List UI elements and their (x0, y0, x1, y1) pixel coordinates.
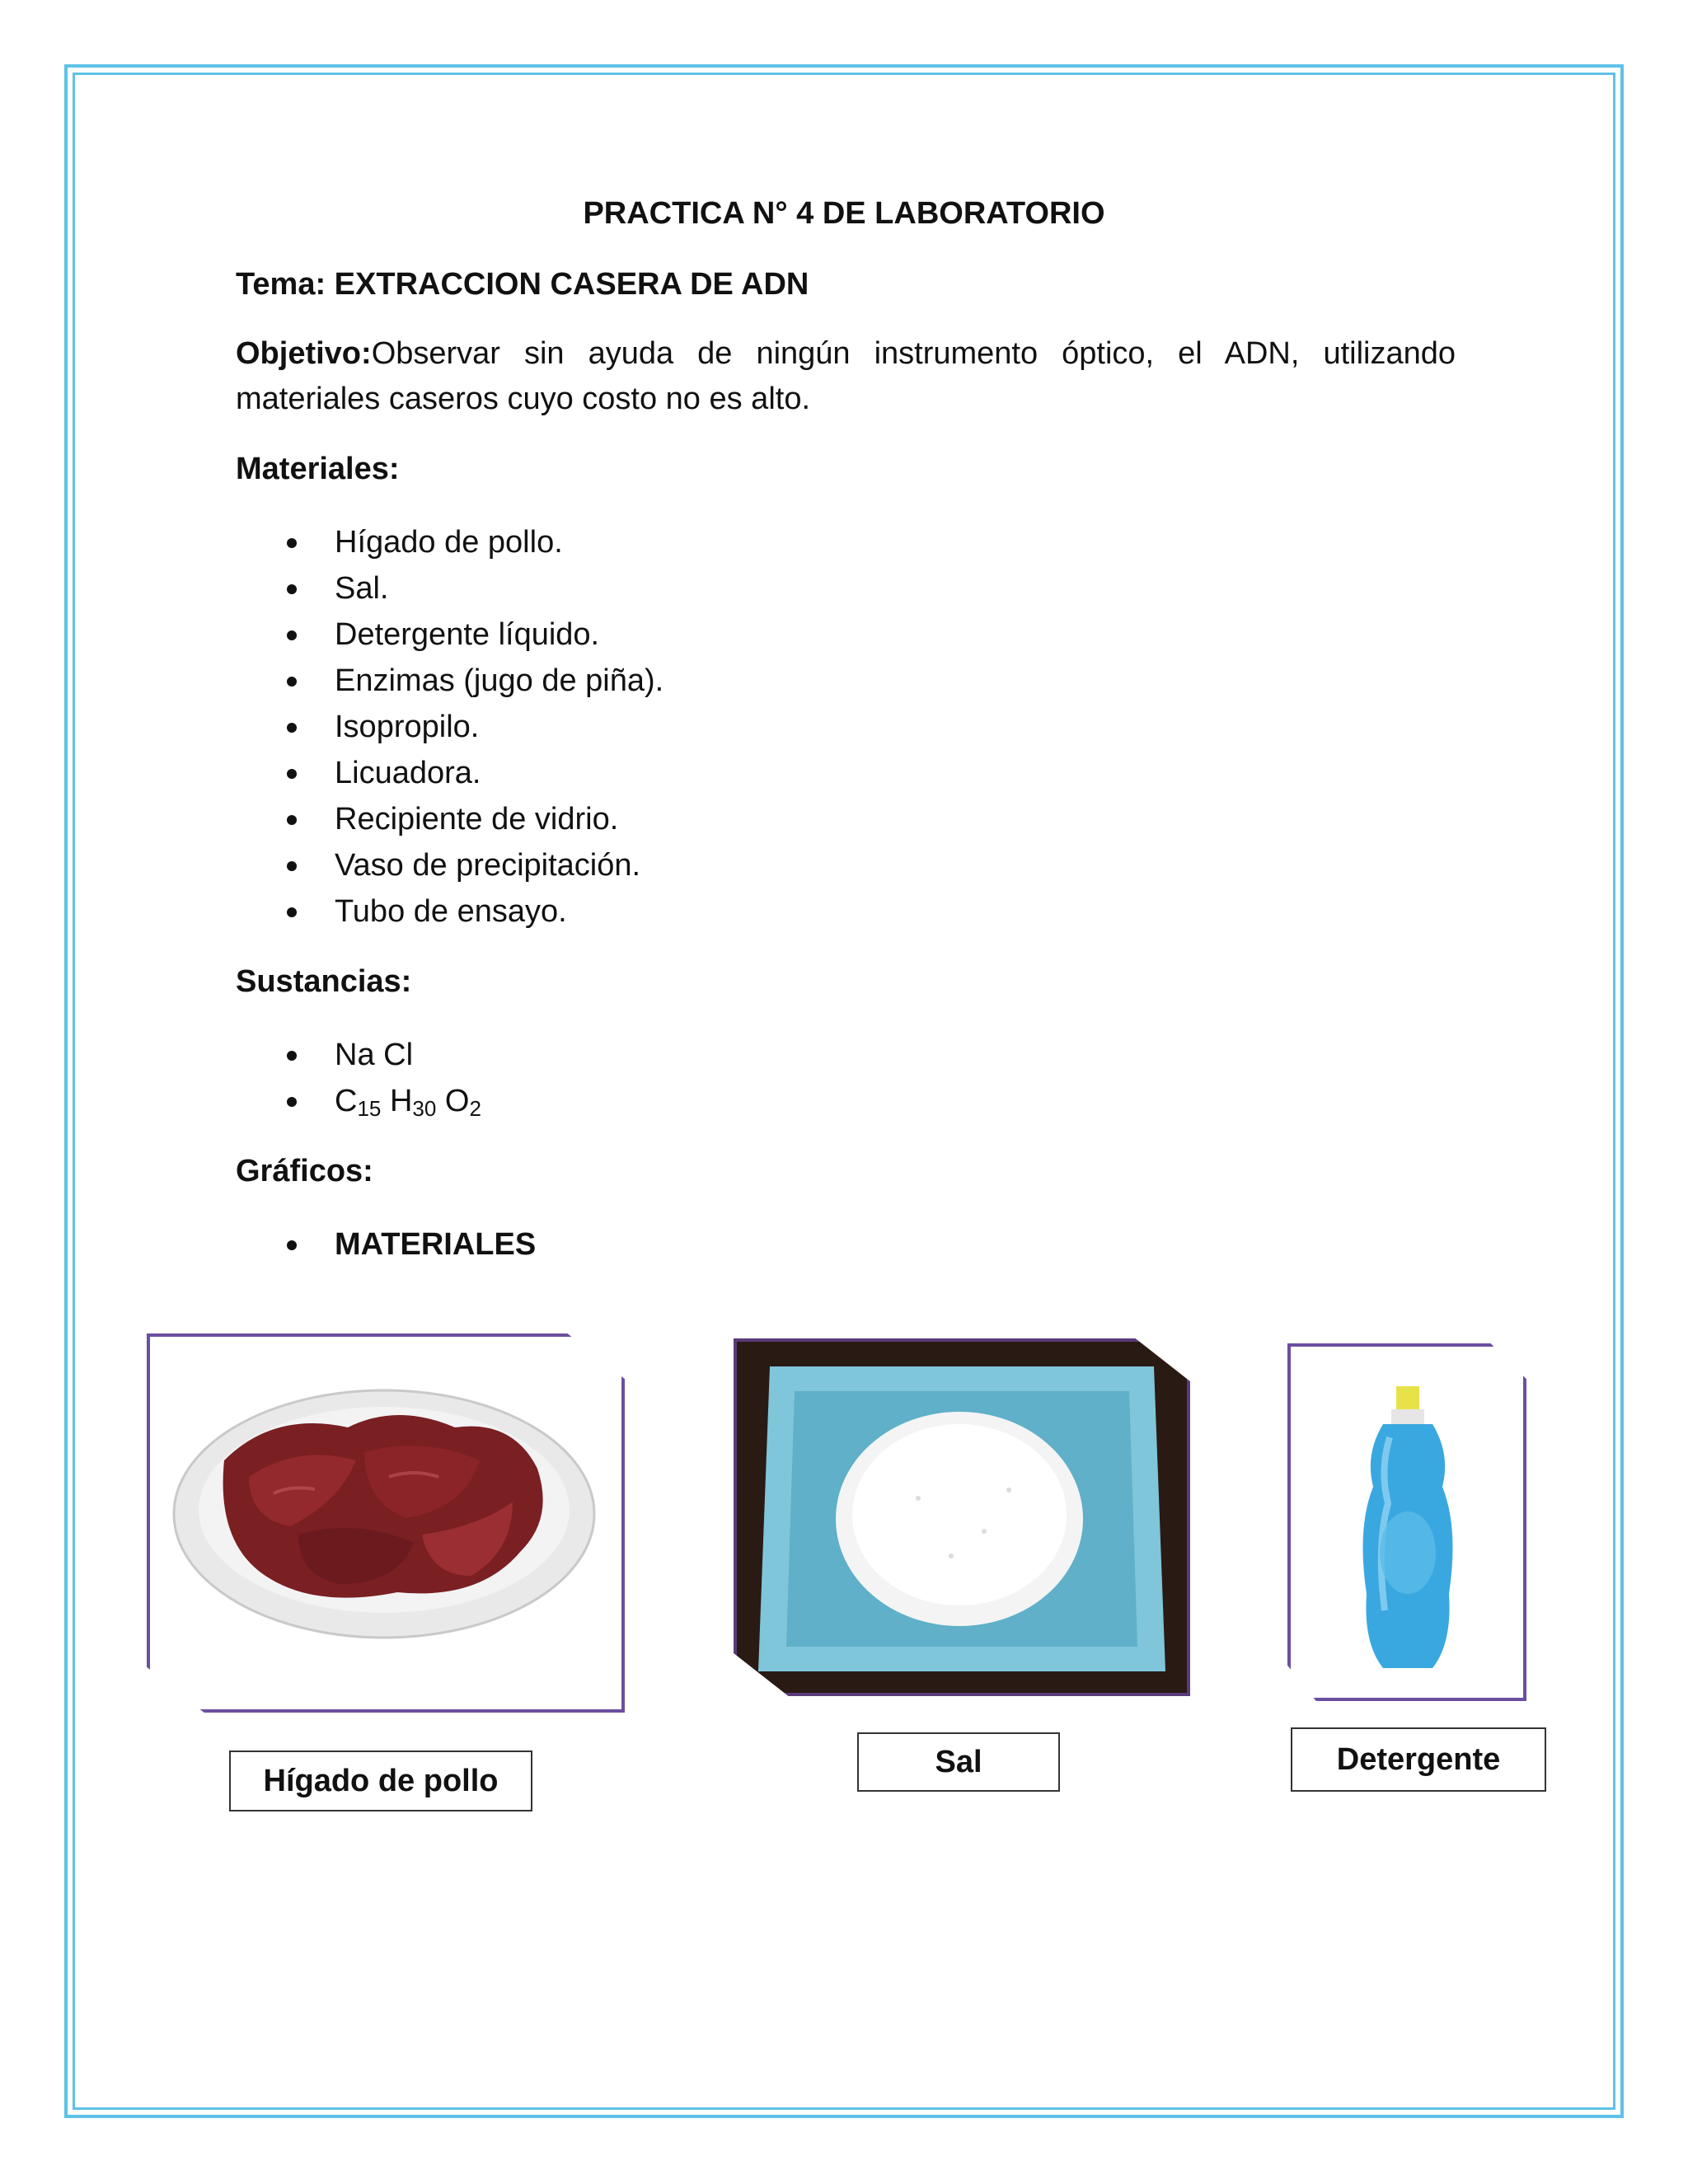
list-item (236, 842, 1456, 888)
chicken-liver-photo (147, 1333, 625, 1713)
caption-detergent: Detergente (1291, 1727, 1546, 1792)
bullet-icon (287, 769, 297, 779)
list-item-text: Sal. (335, 571, 389, 606)
formula-c15h30o2: $C_{15}$ $H_{30}$ $O_2$ (335, 1084, 481, 1121)
caption-salt: Sal (857, 1732, 1060, 1792)
graficos-list-wrap (236, 1221, 1456, 1268)
objetivo-label: Objetivo: (236, 336, 372, 371)
list-item (236, 888, 1456, 935)
graficos-item: MATERIALES (335, 1227, 537, 1262)
sustancias-heading: Sustancias: (236, 964, 412, 999)
bullet-icon (287, 861, 297, 871)
list-item (236, 612, 1456, 658)
list-item (236, 658, 1456, 704)
bullet-icon (287, 907, 297, 917)
list-item-text: Isopropilo. (335, 710, 480, 744)
detergent-bottle-image (1291, 1347, 1523, 1698)
bullet-icon (287, 630, 297, 640)
materiales-heading: Materiales: (236, 452, 400, 486)
caption-chicken-liver: Hígado de pollo (229, 1750, 532, 1811)
document-title: PRACTICA N° 4 DE LABORATORIO (583, 196, 1105, 231)
list-item (236, 565, 1456, 612)
graficos-heading: Gráficos: (236, 1154, 373, 1188)
bullet-icon (287, 677, 297, 687)
tema-line (236, 262, 1456, 307)
objetivo-paragraph (236, 331, 1456, 422)
list-item-text: Tubo de ensayo. (335, 894, 567, 929)
formula-nacl: Na Cl (335, 1038, 414, 1072)
salt-bowl-image (737, 1342, 1187, 1693)
materiales-list (236, 519, 1456, 935)
bullet-icon (287, 538, 297, 548)
list-item (236, 1078, 1456, 1124)
tema-label: Tema: (236, 267, 326, 302)
list-item (236, 796, 1456, 842)
list-item (236, 750, 1456, 796)
materiales-list-wrap (236, 519, 1456, 935)
graficos-list (236, 1221, 1456, 1268)
list-item (236, 1221, 1456, 1268)
bullet-icon (287, 815, 297, 825)
chicken-liver-image (150, 1337, 621, 1709)
bullet-icon (287, 1240, 297, 1250)
bullet-icon (287, 584, 297, 594)
salt-bowl-photo (734, 1338, 1190, 1696)
list-item-text: Licuadora. (335, 756, 481, 790)
bullet-icon (287, 1051, 297, 1061)
detergent-bottle-photo (1287, 1343, 1526, 1701)
list-item (236, 1032, 1456, 1078)
bullet-icon (287, 723, 297, 733)
objetivo-text: Observar sin ayuda de ningún instrumento óptico, el ADN, utilizando materiales caseros cuyo costo no es alto. (236, 336, 1456, 417)
list-item-text: Hígado de pollo. (335, 525, 563, 560)
list-item (236, 704, 1456, 750)
tema-value: EXTRACCION CASERA DE ADN (334, 267, 809, 302)
list-item-text: Detergente líquido. (335, 617, 600, 652)
bullet-icon (287, 1097, 297, 1107)
list-item-text: Vaso de precipitación. (335, 848, 641, 883)
list-item-text: Enzimas (jugo de piña). (335, 663, 664, 698)
sustancias-list (236, 1032, 1456, 1124)
list-item (236, 519, 1456, 565)
sustancias-list-wrap (236, 1032, 1456, 1124)
list-item-text: Recipiente de vidrio. (335, 802, 619, 837)
